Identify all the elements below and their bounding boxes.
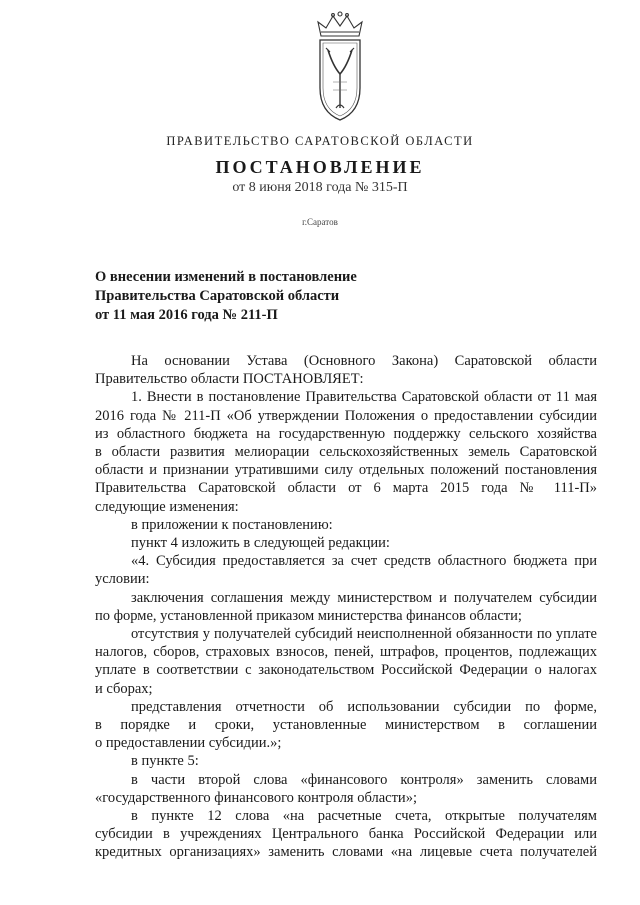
body-line: в порядке и сроки, установленные министерством в соглашении — [95, 717, 597, 734]
body-line: Правительство области ПОСТАНОВЛЯЕТ: — [95, 371, 364, 388]
body-line: 2016 года № 211-П «Об утверждении Положения о предоставлении субсидии — [95, 407, 597, 424]
document-type: ПОСТАНОВЛЕНИЕ — [215, 157, 425, 177]
body-line: «государственного финансового контроля области»; — [95, 789, 417, 806]
subject-line: Правительства Саратовской области — [95, 288, 340, 304]
document-subject — [95, 268, 415, 325]
body-line: в части второй слова «финансового контроля» заменить словами — [131, 771, 597, 788]
body-line: уплате в соответствии с законодательством Российской Федерации о налогах — [95, 662, 597, 679]
government-name: ПРАВИТЕЛЬСТВО САРАТОВСКОЙ ОБЛАСТИ — [166, 134, 474, 148]
document-date-number: от 8 июня 2018 года № 315-П — [232, 180, 408, 195]
body-line: о предоставлении субсидии.»; — [95, 735, 282, 752]
body-line: кредитных организациях» заменить словами «на лицевые счета получателей — [95, 844, 597, 861]
body-line: налогов, сборов, страховых взносов, пеней, штрафов, процентов, подлежащих — [95, 644, 597, 661]
body-line: 1. Внести в постановление Правительства Саратовской области от 11 мая — [131, 389, 597, 406]
body-line: представления отчетности об использовании субсидии по форме, — [131, 698, 597, 715]
document-body — [95, 352, 597, 862]
body-line: субсидии в учреждениях Центрального банка Российской Федерации или — [95, 826, 597, 843]
body-line: в пункте 12 слова «на расчетные счета, открытые получателям — [131, 808, 597, 825]
document-city: г.Саратов — [302, 217, 338, 227]
body-line: в области развития мелиорации сельскохозяйственных земель Саратовской — [95, 444, 597, 461]
body-line: Правительства Саратовской области от 6 марта 2015 года № 111-П» — [95, 480, 597, 497]
body-line: отсутствия у получателей субсидий неисполненной обязанности по уплате — [131, 626, 597, 643]
subject-line: от 11 мая 2016 года № 211-П — [95, 307, 278, 323]
body-line: в приложении к постановлению: — [131, 516, 333, 533]
body-line: из областного бюджета на государственную поддержку сельского хозяйства — [95, 425, 597, 442]
saratov-coat-of-arms-icon — [311, 8, 369, 124]
body-line: заключения соглашения между министерством и получателем субсидии — [131, 589, 597, 606]
body-line: следующие изменения: — [95, 498, 239, 515]
body-line: «4. Субсидия предоставляется за счет средств областного бюджета при — [131, 553, 597, 570]
body-line: пункт 4 изложить в следующей редакции: — [131, 535, 390, 552]
body-line: области и признании утратившими силу отдельных положений постановления — [95, 462, 597, 479]
body-line: условии: — [95, 571, 150, 588]
body-line: по форме, установленной приказом министерства финансов области; — [95, 607, 522, 624]
body-line: и сборах; — [95, 680, 153, 697]
body-line: На основании Устава (Основного Закона) Саратовской области — [131, 353, 597, 369]
subject-line: О внесении изменений в постановление — [95, 269, 357, 285]
body-line: в пункте 5: — [131, 753, 199, 770]
